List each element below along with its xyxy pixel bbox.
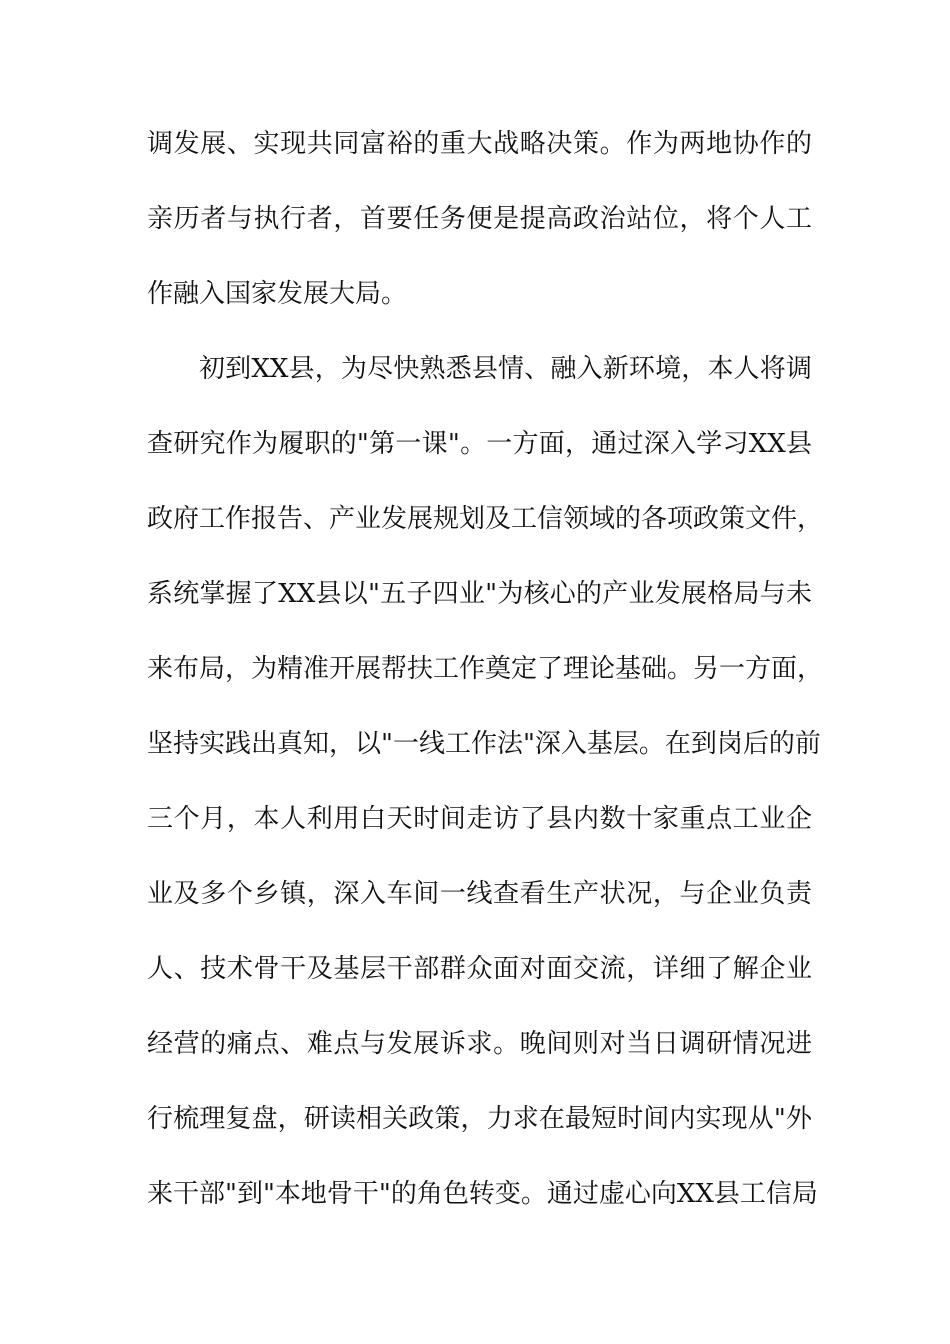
text-line: 查研究作为履职的"第一课"。一方面，通过深入学习XX县 — [147, 429, 812, 459]
text-line: 亲历者与执行者，首要任务便是提高政治站位，将个人工 — [147, 204, 812, 234]
paragraph-2 — [147, 343, 824, 1243]
text-line: 人、技术骨干及基层干部群众面对面交流，详细了解企业 — [147, 954, 812, 984]
paragraph-1 — [147, 118, 812, 343]
text-line: 来干部"到"本地骨干"的角色转变。通过虚心向XX县工信局 — [147, 1179, 818, 1209]
text-line: 行梳理复盘，研读相关政策，力求在最短时间内实现从"外 — [147, 1104, 812, 1134]
text-line: 坚持实践出真知，以"一线工作法"深入基层。在到岗后的前 — [147, 729, 821, 759]
text-line: 作融入国家发展大局。 — [147, 279, 408, 309]
text-line: 初到XX县，为尽快熟悉县情、融入新环境，本人将调 — [199, 354, 812, 384]
document-body — [147, 118, 824, 1243]
text-line: 三个月，本人利用白天时间走访了县内数十家重点工业企 — [147, 804, 812, 834]
text-line: 政府工作报告、产业发展规划及工信领域的各项政策文件， — [147, 504, 824, 534]
text-line: 调发展、实现共同富裕的重大战略决策。作为两地协作的 — [147, 129, 812, 159]
text-line: 经营的痛点、难点与发展诉求。晚间则对当日调研情况进 — [147, 1029, 812, 1059]
text-line: 来布局，为精准开展帮扶工作奠定了理论基础。另一方面， — [147, 654, 824, 684]
text-line: 系统掌握了XX县以"五子四业"为核心的产业发展格局与未 — [147, 579, 812, 609]
text-line: 业及多个乡镇，深入车间一线查看生产状况，与企业负责 — [147, 879, 812, 909]
